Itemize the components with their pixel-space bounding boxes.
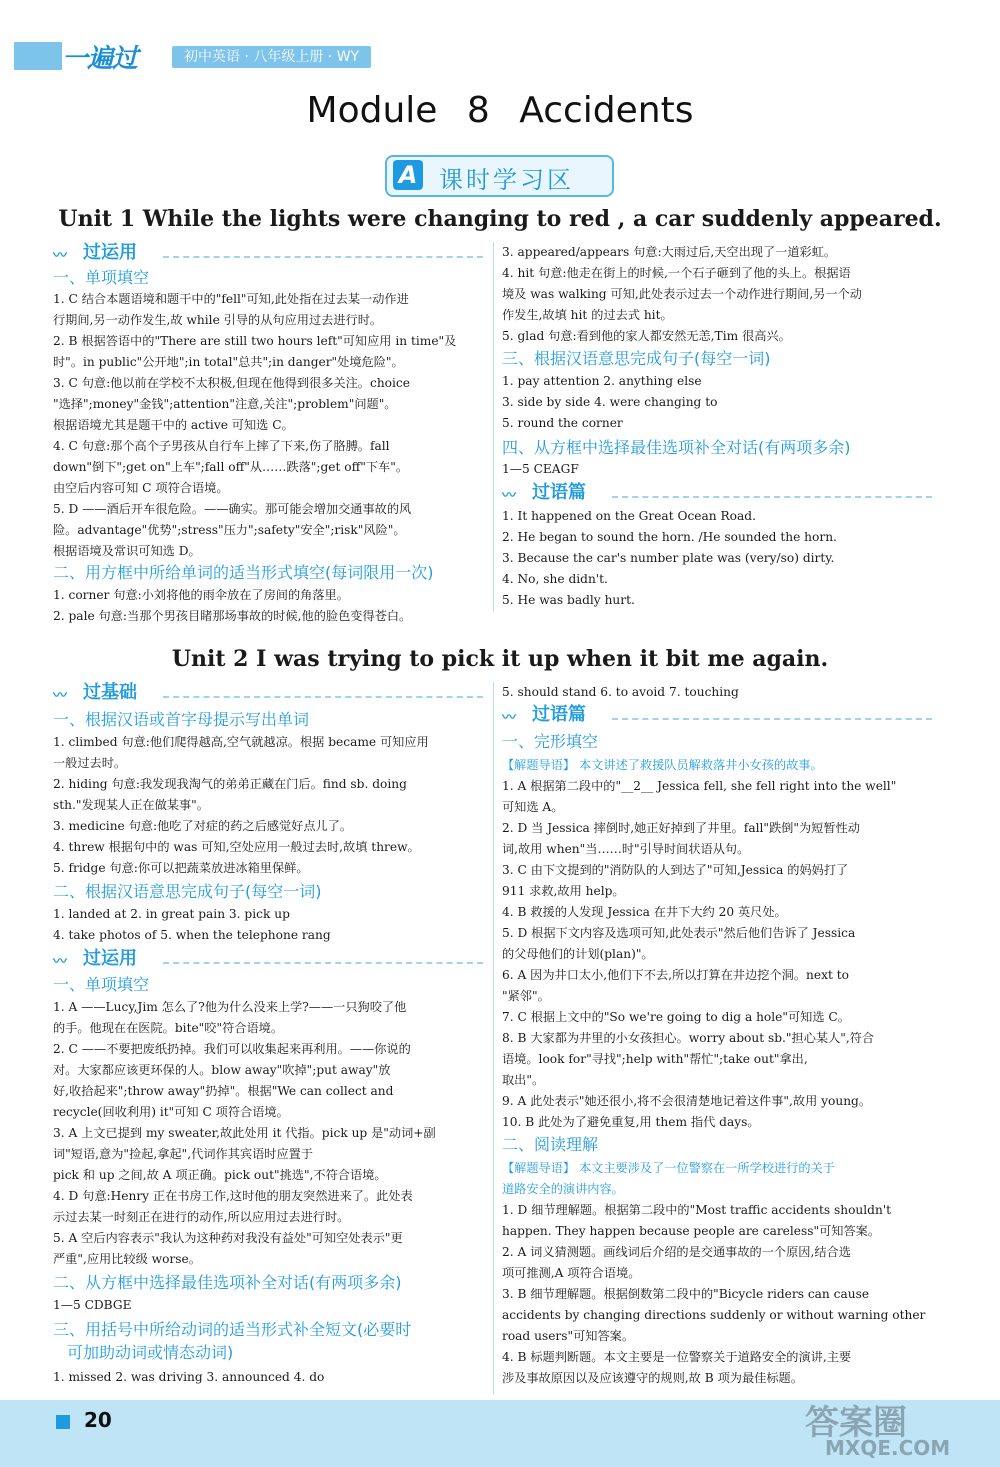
- answer-line: 1. missed 2. was driving 3. announced 4. do: [53, 1370, 325, 1384]
- answer-line: 行期间,另一动作发生,故 while 引导的从句应用过去进行时。: [53, 313, 383, 327]
- swoosh-icon: 〰: [53, 688, 67, 704]
- unit2-basics-header: [53, 682, 485, 706]
- answer-line: 3. medicine 句意:他吃了对症的药之后感觉好点儿了。: [53, 819, 353, 833]
- header-text: 过运用: [83, 242, 137, 263]
- subsection-title: 二、从方框中选择最佳选项补全对话(有两项多余): [53, 1273, 402, 1292]
- answer-line: 4. threw 根据句中的 was 可知,空处应用一般过去时,故填 threw。: [53, 840, 420, 854]
- answer-line: 1. climbed 句意:他们爬得越高,空气就越凉。根据 became 可知应用: [53, 735, 429, 749]
- swoosh-icon: 〰: [502, 488, 516, 504]
- answer-line: 3. side by side 4. were changing to: [502, 395, 718, 409]
- answer-line: 根据语境及常识可知选 D。: [53, 544, 201, 558]
- answer-line: 词"短语,意为"捡起,拿起",代词作其宾语时应置于: [53, 1147, 314, 1161]
- answer-line: 1. pay attention 2. anything else: [502, 374, 702, 388]
- answer-line: 涉及事故原因以及应该遵守的规则,故 B 项为最佳标题。: [502, 1371, 803, 1385]
- answer-line: 3. C 由下文提到的"消防队的人到达了"可知,Jessica 的妈妈打了: [502, 863, 849, 877]
- page-number: 20: [84, 1408, 112, 1432]
- footer-square: [56, 1415, 70, 1429]
- answer-line: 好,收拾起来";throw away"扔掉"。根据"We can collect and: [53, 1084, 394, 1098]
- subsection-title: 四、从方框中选择最佳选项补全对话(有两项多余): [502, 438, 851, 457]
- header-accent-block: [14, 42, 62, 70]
- answer-line: 1. landed at 2. in great pain 3. pick up: [53, 907, 290, 921]
- answer-line: 4. hit 句意:他走在街上的时候,一个石子砸到了他的头上。根据语: [502, 266, 851, 280]
- swoosh-icon: 〰: [53, 248, 67, 264]
- answer-line: down"倒下";get on"上车";fall off"从……跌落";get off"下车"。: [53, 460, 409, 474]
- dashed-rule: [163, 696, 483, 698]
- dashed-rule: [612, 718, 932, 720]
- book-header: [0, 42, 410, 72]
- answer-line: 2. hiding 句意:我发现我淘气的弟弟正藏在门后。find sb. doing: [53, 777, 407, 791]
- header-text: 过语篇: [532, 482, 586, 503]
- answer-line: 1. C 结合本题语境和题干中的"fell"可知,此处指在过去某一动作进: [53, 292, 409, 306]
- answer-line: 3. Because the car's number plate was (very/so) dirty.: [502, 551, 835, 565]
- answer-line: 1—5 CDBGE: [53, 1298, 132, 1312]
- answer-line: pick 和 up 之间,故 A 项正确。pick out"挑选",不符合语境。: [53, 1168, 387, 1182]
- answer-line: 2. C ——不要把废纸扔掉。我们可以收集起来再利用。——你说的: [53, 1042, 411, 1056]
- header-text: 过运用: [83, 948, 137, 969]
- answer-line: 时"。in public"公开地";in total"总共";in danger"处境危险"。: [53, 355, 404, 369]
- answer-line: 作发生,故填 hit 的过去式 hit。: [502, 308, 673, 322]
- unit1-passage-header: [502, 482, 932, 506]
- answer-line: 2. He began to sound the horn. /He sounded the horn.: [502, 530, 837, 544]
- guide-note: 【解题导语】 本文讲述了救援队员解救落井小女孩的故事。: [502, 758, 823, 772]
- answer-line: 1—5 CEAGF: [502, 462, 579, 476]
- answer-line: 5. glad 句意:看到他的家人都安然无恙,Tim 很高兴。: [502, 329, 791, 343]
- dashed-rule: [163, 962, 483, 964]
- book-tag: 初中英语 · 八年级上册 · WY: [172, 46, 371, 68]
- unit1-practice-header: [53, 242, 485, 266]
- answer-line: 语境。look for"寻找";help with"帮忙";take out"拿出,: [502, 1052, 808, 1066]
- answer-line: 1. corner 句意:小刘将他的雨伞放在了房间的角落里。: [53, 588, 349, 602]
- subsection-title: 三、用括号中所给动词的适当形式补全短文(必要时: [53, 1320, 412, 1339]
- answer-line: 由空后内容可知 C 项符合语境。: [53, 481, 229, 495]
- answer-line: 险。advantage"优势";stress"压力";safety"安全";risk"风险"。: [53, 523, 406, 537]
- answer-line: 词,故用 when"当……时"引导时间状语从句。: [502, 842, 750, 856]
- answer-line: 1. A 根据第二段中的"__2__ Jessica fell, she fell right into the well": [502, 779, 897, 793]
- answer-line: 严重",应用比较级 worse。: [53, 1252, 201, 1266]
- answer-line: happen. They happen because people are careless"可知答案。: [502, 1224, 881, 1238]
- module-title: Module 8 Accidents: [306, 90, 694, 131]
- subsection-title-cont: 可加助动词或情态动词): [67, 1343, 234, 1362]
- answer-line: 项可推测,A 项符合语境。: [502, 1266, 641, 1280]
- answer-line: "紧邻"。: [502, 989, 550, 1003]
- answer-line: 9. A 此处表示"她还很小,将不会很清楚地记着这件事",故用 young。: [502, 1094, 872, 1108]
- swoosh-icon: 〰: [53, 954, 67, 970]
- header-text: 过语篇: [532, 704, 586, 725]
- answer-line: 取出"。: [502, 1073, 545, 1087]
- answer-line: 8. B 大家都为井里的小女孩担心。worry about sb."担心某人",符合: [502, 1031, 875, 1045]
- answer-line: 1. It happened on the Great Ocean Road.: [502, 509, 756, 523]
- dashed-rule: [163, 256, 483, 258]
- answer-line: 10. B 此处为了避免重复,用 them 指代 days。: [502, 1115, 760, 1129]
- answer-line: 一般过去时。: [53, 756, 127, 770]
- answer-line: 的手。他现在在医院。bite"咬"符合语境。: [53, 1021, 284, 1035]
- unit1-left-column: [53, 242, 485, 623]
- answer-line: road users"可知答案。: [502, 1329, 635, 1343]
- answer-line: 4. take photos of 5. when the telephone rang: [53, 928, 331, 942]
- answer-line: 2. B 根据答语中的"There are still two hours left"可知应用 in time"及: [53, 334, 457, 348]
- subsection-title: 一、完形填空: [502, 732, 599, 751]
- subsection-title: 一、单项填空: [53, 975, 150, 994]
- answer-line: 7. C 根据上文中的"So we're going to dig a hole"可知选 C。: [502, 1010, 850, 1024]
- answer-line: 5. He was badly hurt.: [502, 593, 635, 607]
- answer-line: 3. C 句意:他以前在学校不太积极,但现在他得到很多关注。choice: [53, 376, 410, 390]
- subsection-title: 一、单项填空: [53, 268, 150, 287]
- answer-line: 4. No, she didn't.: [502, 572, 608, 586]
- subsection-title: 二、用方框中所给单词的适当形式填空(每词限用一次): [53, 563, 434, 582]
- answer-line: 示过去某一时刻正在进行的动作,所以应用过去进行时。: [53, 1210, 350, 1224]
- answer-line: accidents by changing directions suddenly or without warning other: [502, 1308, 926, 1322]
- section-label: 课时学习区: [439, 166, 574, 194]
- section-banner: [385, 155, 614, 197]
- answer-line: 可知选 A。: [502, 800, 564, 814]
- header-text: 过基础: [83, 682, 137, 703]
- answer-line: 3. B 细节理解题。根据倒数第二段中的"Bicycle riders can cause: [502, 1287, 870, 1301]
- subsection-title: 二、根据汉语意思完成句子(每空一词): [53, 882, 322, 901]
- answer-line: "选择";money"金钱";attention"注意,关注";problem"问题"。: [53, 397, 397, 411]
- answer-line: 境及 was walking 可知,此处表示过去一个动作进行期间,另一个动: [502, 287, 862, 301]
- answer-line: recycle(回收利用) it"可知 C 项符合语境。: [53, 1105, 289, 1119]
- unit2-left-column: [53, 682, 485, 1394]
- unit2-title: Unit 2 I was trying to pick it up when it bit me again.: [171, 646, 829, 672]
- watermark-logo: 答案圈: [805, 1403, 907, 1443]
- answer-line: 911 求救,故用 help。: [502, 884, 625, 898]
- guide-note: 道路安全的演讲内容。: [502, 1182, 624, 1196]
- watermark-url: MXQE.COM: [825, 1436, 951, 1460]
- answer-line: 2. pale 句意:当那个男孩目睹那场事故的时候,他的脸色变得苍白。: [53, 609, 412, 623]
- subsection-title: 二、阅读理解: [502, 1135, 599, 1154]
- unit1-title: Unit 1 While the lights were changing to red , a car suddenly appeared.: [58, 206, 942, 232]
- unit2-passage-header: [502, 704, 932, 728]
- answer-line: 的父母他们的计划(plan)"。: [502, 947, 654, 961]
- answer-line: 5. D ——酒后开车很危险。——确实。那可能会增加交通事故的风: [53, 502, 412, 516]
- series-logo: 一遍过: [62, 44, 138, 74]
- answer-line: 根据语境尤其是题干中的 active 可知选 C。: [53, 418, 294, 432]
- column-divider: [493, 242, 494, 612]
- answer-line: sth."发现某人正在做某事"。: [53, 798, 209, 812]
- section-badge: A: [393, 160, 423, 190]
- answer-line: 6. A 因为井口太小,他们下不去,所以打算在井边挖个洞。next to: [502, 968, 849, 982]
- guide-note: 【解题导语】 本文主要涉及了一位警察在一所学校进行的关于: [502, 1161, 835, 1175]
- answer-line: 5. round the corner: [502, 416, 623, 430]
- subsection-title: 一、根据汉语或首字母提示写出单词: [53, 710, 310, 729]
- answer-line: 3. A 上文已提到 my sweater,故此处用 it 代指。pick up 是"动词+副: [53, 1126, 436, 1140]
- unit1-right-column: [502, 242, 942, 617]
- answer-line: 4. C 句意:那个高个子男孩从自行车上摔了下来,伤了胳膊。fall: [53, 439, 390, 453]
- dashed-rule: [612, 496, 932, 498]
- answer-line: 2. D 当 Jessica 摔倒时,她正好掉到了井里。fall"跌倒"为短暂性动: [502, 821, 860, 835]
- swoosh-icon: 〰: [502, 710, 516, 726]
- answer-line: 2. A 词义猜测题。画线词后介绍的是交通事故的一个原因,结合选: [502, 1245, 851, 1259]
- answer-line: 3. appeared/appears 句意:大雨过后,天空出现了一道彩虹。: [502, 245, 837, 259]
- answer-line: 5. A 空后内容表示"我认为这种药对我没有益处"可知空处表示"更: [53, 1231, 403, 1245]
- subsection-title: 三、根据汉语意思完成句子(每空一词): [502, 349, 771, 368]
- answer-line: 对。大家都应该更环保的人。blow away"吹掉";put away"放: [53, 1063, 391, 1077]
- answer-line: 5. D 根据下文内容及选项可知,此处表示"然后他们告诉了 Jessica: [502, 926, 856, 940]
- unit2-right-column: [502, 682, 942, 1394]
- answer-line: 4. B 标题判断题。本文主要是一位警察关于道路安全的演讲,主要: [502, 1350, 852, 1364]
- answer-line: 1. D 细节理解题。根据第二段中的"Most traffic accidents shouldn't: [502, 1203, 892, 1217]
- answer-line: 1. A ——Lucy,Jim 怎么了?他为什么没来上学?——一只狗咬了他: [53, 1000, 407, 1014]
- column-divider: [493, 682, 494, 1394]
- unit2-practice-header: [53, 948, 485, 972]
- answer-line: 5. should stand 6. to avoid 7. touching: [502, 685, 739, 699]
- answer-line: 5. fridge 句意:你可以把蔬菜放进冰箱里保鲜。: [53, 861, 309, 875]
- answer-line: 4. D 句意:Henry 正在书房工作,这时他的朋友突然进来了。此处表: [53, 1189, 413, 1203]
- answer-line: 4. B 救援的人发现 Jessica 在井下大约 20 英尺处。: [502, 905, 787, 919]
